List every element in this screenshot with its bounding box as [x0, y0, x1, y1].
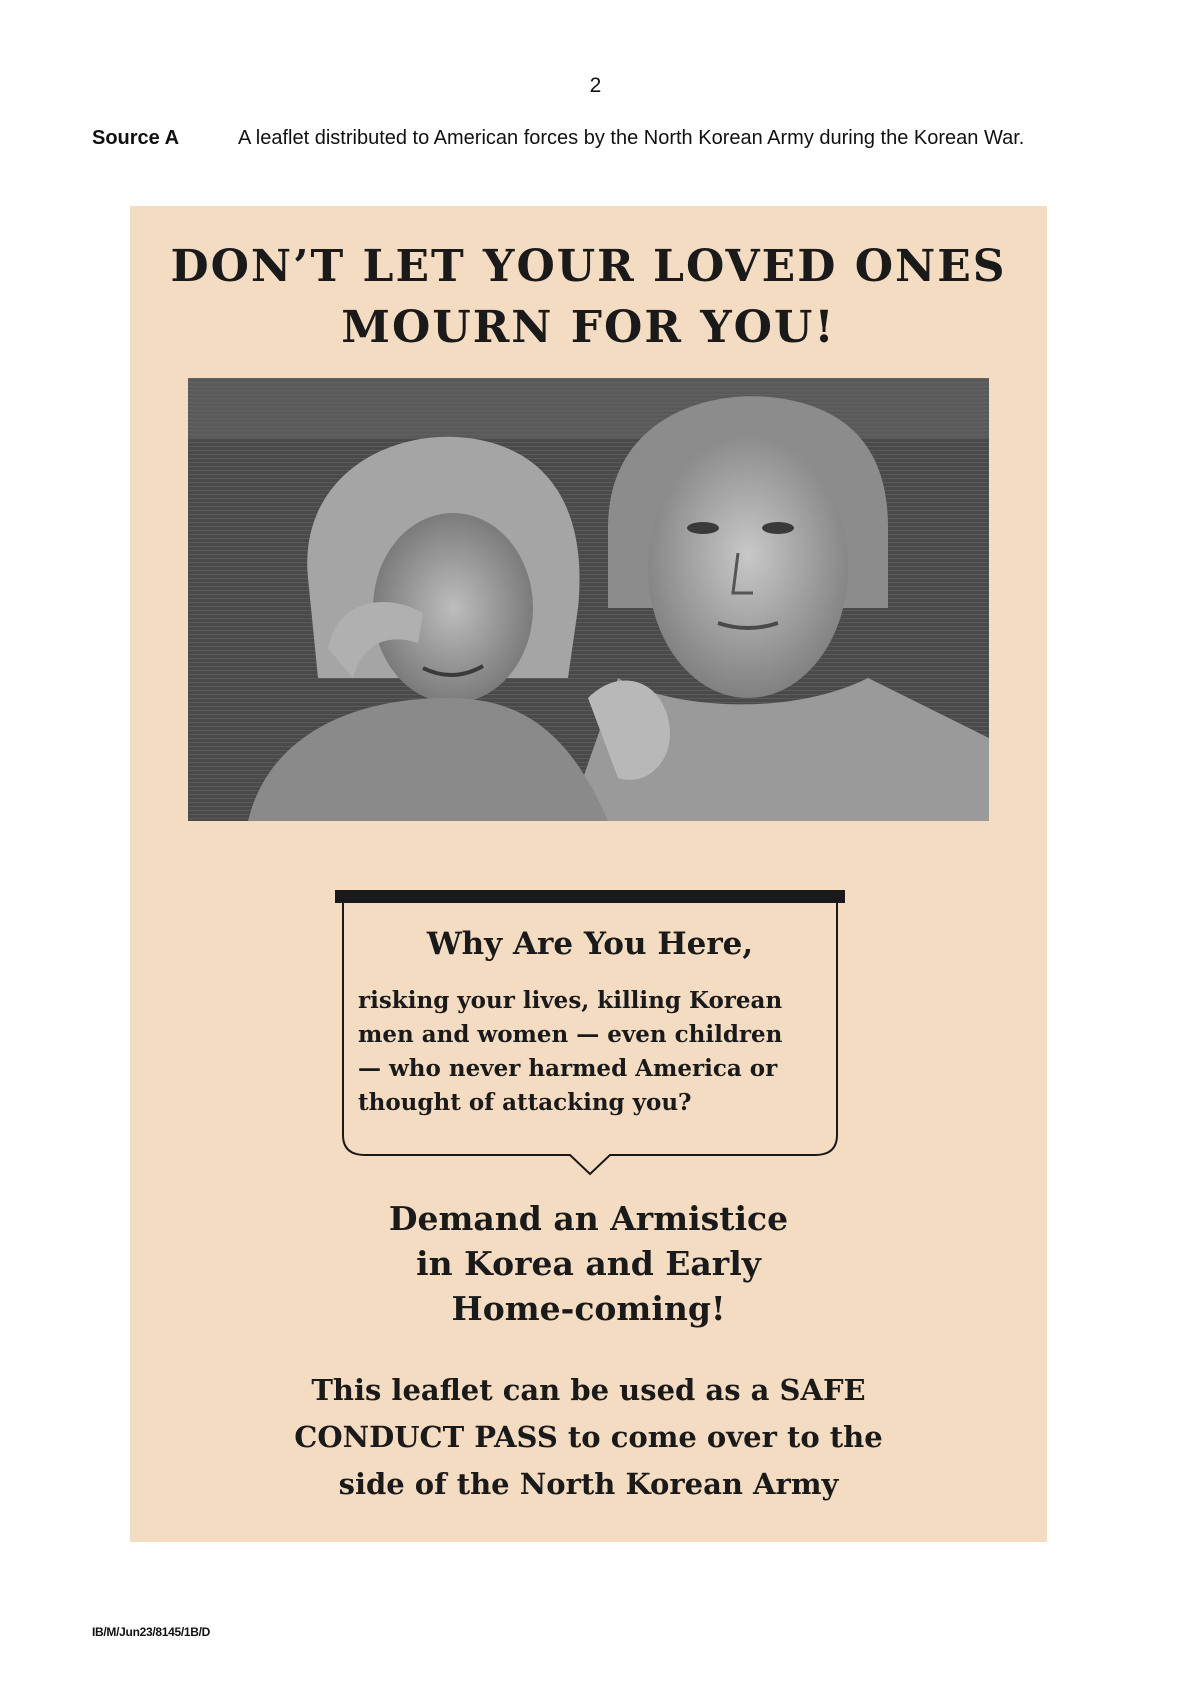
source-label: Source A	[92, 127, 180, 149]
safe-conduct-line: side of the North Korean Army	[338, 1467, 839, 1501]
headline-line-2: MOURN FOR YOU!	[341, 302, 836, 353]
safe-conduct-line: CONDUCT PASS to come over to the	[294, 1420, 883, 1454]
bubble-body-line: — who never harmed America or	[358, 1055, 778, 1082]
bubble-title: Why Are You Here,	[426, 926, 754, 962]
demand-line: in Korea and Early	[416, 1244, 761, 1283]
headline-line-1: DON’T LET YOUR LOVED ONES	[170, 241, 1007, 292]
bubble-body	[358, 984, 838, 1120]
safe-conduct-line: This leaflet can be used as a SAFE	[311, 1373, 866, 1407]
bubble-body-line: risking your lives, killing Korean	[358, 987, 783, 1014]
safe-conduct-text	[130, 1367, 1047, 1508]
demand-line: Home-coming!	[451, 1289, 726, 1328]
bubble-body-line: thought of attacking you?	[358, 1089, 692, 1116]
armistice-demand	[130, 1196, 1047, 1331]
demand-line: Demand an Armistice	[388, 1199, 789, 1238]
footer-code: IB/M/Jun23/8145/1B/D	[92, 1625, 211, 1639]
bubble-body-line: men and women — even children	[358, 1021, 783, 1048]
leaflet	[130, 206, 1047, 1542]
leaflet-headline	[130, 236, 1047, 358]
source-caption: A leaflet distributed to American forces by the North Korean Army during the Korean War.	[238, 127, 1025, 149]
mother-and-daughter-photo	[188, 378, 989, 821]
page-number: 2	[589, 74, 602, 97]
